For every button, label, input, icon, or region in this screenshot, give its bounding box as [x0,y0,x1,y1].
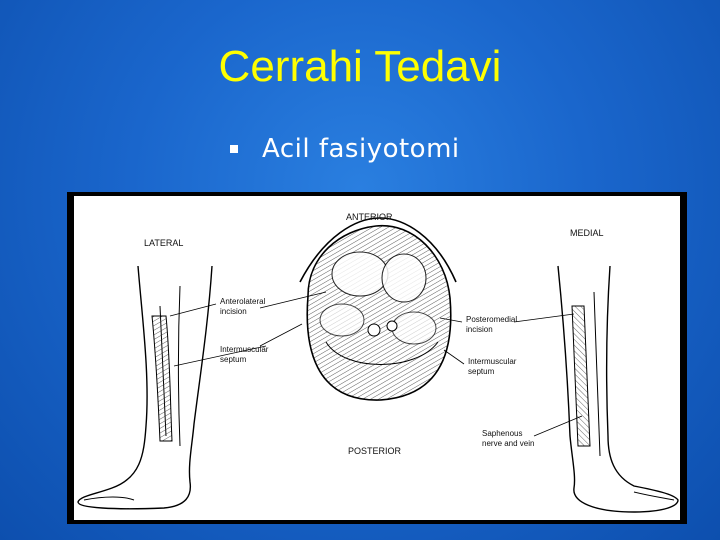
label-posteromedial-2: incision [466,325,493,334]
slide-title: Cerrahi Tedavi [218,42,502,91]
label-saphenous-2: nerve and vein [482,439,535,448]
label-intermuscular-right-1: Intermuscular [468,357,517,366]
fasciotomy-illustration [74,196,680,520]
label-intermuscular-left-1: Intermuscular [220,345,269,354]
label-lateral: LATERAL [144,238,184,248]
bullet-text: Acil fasiyotomi [262,134,460,164]
label-anterolateral-2: incision [220,307,247,316]
label-anterolateral-1: Anterolateral [220,297,266,306]
label-intermuscular-right-2: septum [468,367,495,376]
label-anterior: ANTERIOR [346,212,393,222]
label-posteromedial-1: Posteromedial [466,315,518,324]
square-bullet-icon [230,145,238,153]
label-saphenous-1: Saphenous [482,429,523,438]
label-medial: MEDIAL [570,228,604,238]
label-posterior: POSTERIOR [348,446,402,456]
label-intermuscular-left-2: septum [220,355,247,364]
bullet-item [230,134,460,164]
fasciotomy-figure [67,192,687,524]
